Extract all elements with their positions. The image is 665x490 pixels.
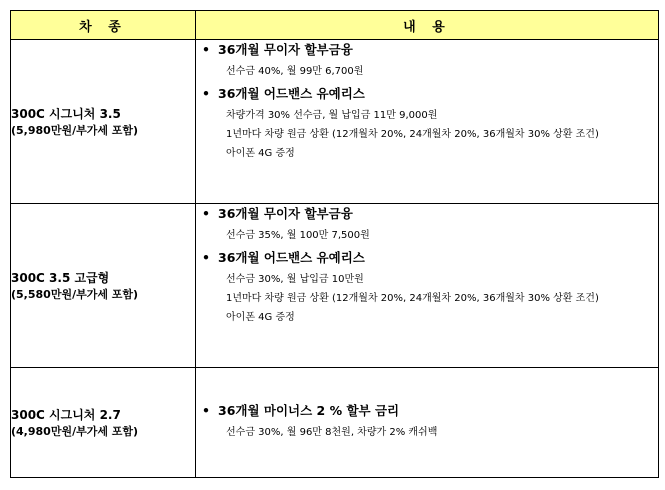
offer-item [196,84,658,161]
offer-detail: 선수금 30%, 월 납입금 10만원 [226,274,364,285]
bullet-icon: • [202,206,210,221]
offer-detail: 선수금 30%, 월 96만 8천원, 차량가 2% 캐쉬백 [226,426,438,438]
model-name: 300C 시그니처 2.7 [11,407,121,422]
model-cell [11,40,196,204]
offer-detail: 1년마다 차량 원금 상환 (12개월차 20%, 24개월차 20%, 36개월차 30% 상환 조건) [226,129,599,140]
model-price: (5,980만원/부가세 포함) [11,123,139,137]
model-name: 300C 시그니처 3.5 [11,106,121,121]
offer-item [196,248,658,325]
offer-detail: 선수금 40%, 월 99만 6,700원 [226,66,364,77]
offer-detail: 선수금 35%, 월 100만 7,500원 [226,230,370,241]
offer-item [196,40,658,79]
model-price: (5,580만원/부가세 포함) [11,287,139,301]
offer-item [196,204,658,243]
offer-detail: 아이폰 4G 증정 [226,148,295,159]
offer-title: 36개월 무이자 할부금융 [218,206,353,221]
offer-detail: 아이폰 4G 증정 [226,312,295,323]
model-name: 300C 3.5 고급형 [11,270,110,285]
bullet-icon: • [202,402,210,418]
offer-title: 36개월 어드밴스 유예리스 [218,250,365,265]
header-content: 내 용 [196,11,659,40]
model-cell [11,368,196,478]
bullet-icon: • [202,86,210,101]
header-model: 차 종 [11,11,196,40]
table-row [11,204,659,368]
offer-title: 36개월 무이자 할부금융 [218,42,353,57]
bullet-icon: • [202,250,210,265]
offer-detail: 차량가격 30% 선수금, 월 납입금 11만 9,000원 [226,110,438,121]
offer-item [196,401,658,440]
promo-table [10,10,659,478]
header-row [11,11,659,40]
offer-title: 36개월 마이너스 2 % 할부 금리 [218,402,400,418]
content-cell [196,204,659,368]
table-row [11,368,659,478]
content-cell [196,368,659,478]
content-cell [196,40,659,204]
table-row [11,40,659,204]
model-cell [11,204,196,368]
model-price: (4,980만원/부가세 포함) [11,424,139,438]
offer-detail: 1년마다 차량 원금 상환 (12개월차 20%, 24개월차 20%, 36개월차 30% 상환 조건) [226,293,599,304]
bullet-icon: • [202,42,210,57]
offer-title: 36개월 어드밴스 유예리스 [218,86,365,101]
